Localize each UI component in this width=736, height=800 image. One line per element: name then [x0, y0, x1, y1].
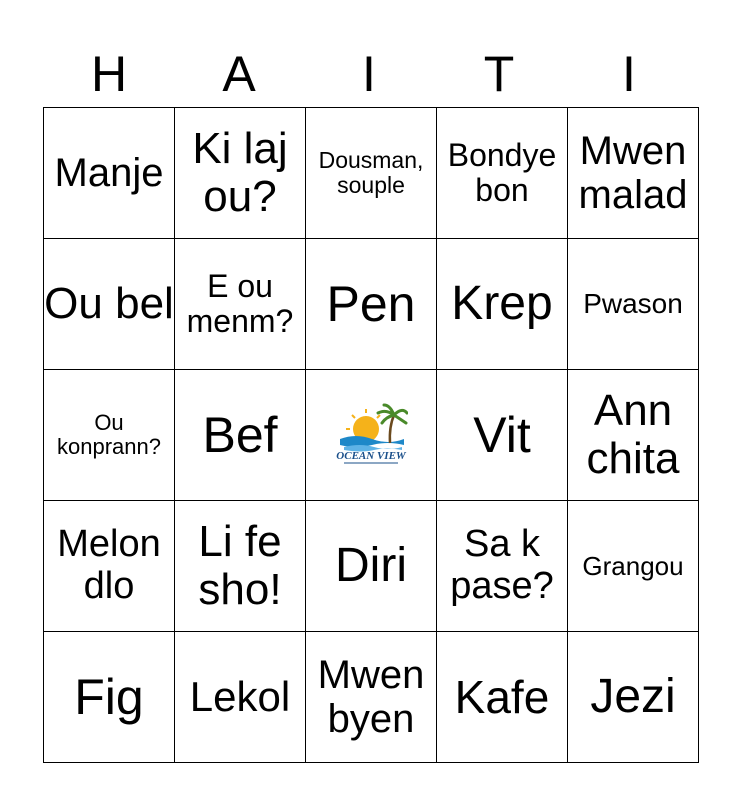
header-letter-a: A: [222, 46, 256, 102]
bingo-cell[interactable]: Ou konprann?: [44, 370, 175, 501]
header-letter-i-2: I: [622, 46, 636, 102]
bingo-cell[interactable]: Mwen malad: [568, 108, 699, 239]
board-row: [44, 239, 699, 370]
free-space-cell[interactable]: [306, 370, 437, 501]
bingo-cell[interactable]: Li fe sho!: [175, 501, 306, 632]
ocean-view-logo-icon: [306, 403, 436, 467]
header-letter-t: T: [483, 46, 515, 102]
header-letter-h: H: [90, 46, 128, 102]
bingo-cell[interactable]: Vit: [437, 370, 568, 501]
header-letter-i: I: [362, 46, 376, 102]
bingo-cell[interactable]: Fig: [44, 632, 175, 763]
bingo-cell[interactable]: Ou bel: [44, 239, 175, 370]
bingo-header: [44, 40, 694, 108]
bingo-board: [43, 107, 699, 763]
bingo-cell[interactable]: Mwen byen: [306, 632, 437, 763]
bingo-cell[interactable]: Lekol: [175, 632, 306, 763]
board-row: [44, 108, 699, 239]
bingo-cell[interactable]: Sa k pase?: [437, 501, 568, 632]
bingo-cell[interactable]: Grangou: [568, 501, 699, 632]
bingo-cell[interactable]: Pen: [306, 239, 437, 370]
bingo-cell[interactable]: Bondye bon: [437, 108, 568, 239]
svg-text:OCEAN VIEW: OCEAN VIEW: [336, 450, 406, 462]
bingo-cell[interactable]: Bef: [175, 370, 306, 501]
bingo-cell[interactable]: E ou menm?: [175, 239, 306, 370]
board-row: [44, 632, 699, 763]
bingo-cell[interactable]: Ann chita: [568, 370, 699, 501]
bingo-cell[interactable]: Kafe: [437, 632, 568, 763]
bingo-cell[interactable]: Manje: [44, 108, 175, 239]
board-row: [44, 370, 699, 501]
board-row: [44, 501, 699, 632]
bingo-cell[interactable]: Dousman, souple: [306, 108, 437, 239]
bingo-cell[interactable]: Diri: [306, 501, 437, 632]
bingo-cell[interactable]: Krep: [437, 239, 568, 370]
ocean-view-logo-icon-svg: [334, 403, 408, 467]
bingo-cell[interactable]: Ki laj ou?: [175, 108, 306, 239]
bingo-cell[interactable]: Melon dlo: [44, 501, 175, 632]
bingo-cell[interactable]: Pwason: [568, 239, 699, 370]
bingo-cell[interactable]: Jezi: [568, 632, 699, 763]
